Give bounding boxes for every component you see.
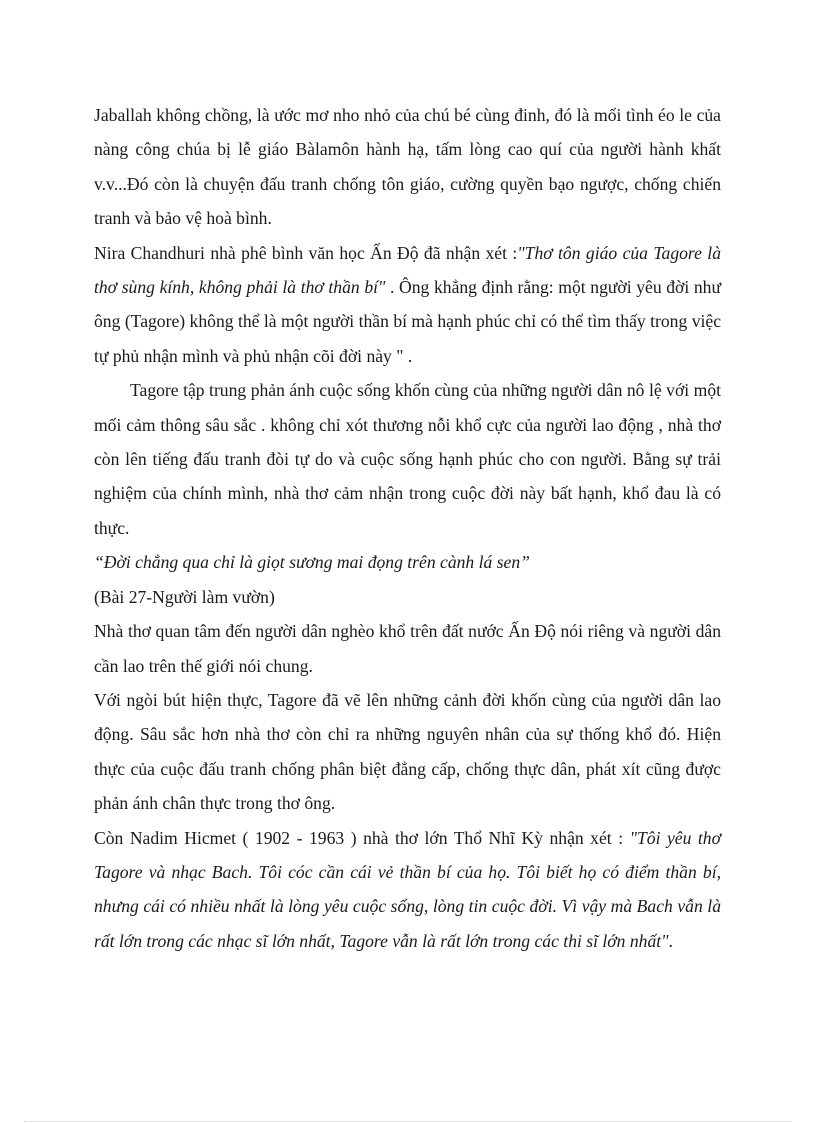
text-run: (Bài 27-Người làm vườn)	[94, 586, 275, 607]
text-run: Nhà thơ quan tâm đến người dân nghèo khổ trên đất nước Ấn Độ nói riêng và người dân cần lao trên thế giới nói chung.	[94, 621, 721, 676]
paragraph-tagore-focus	[94, 373, 721, 545]
quote-run: "Thơ tôn giáo của Tagore là thơ sùng kính, không phải là thơ thần bí"	[94, 242, 721, 298]
poem-quote	[94, 545, 721, 579]
paragraph-realism	[94, 683, 721, 821]
text-run: .	[668, 930, 673, 951]
paragraph-hicmet	[94, 821, 721, 959]
text-run: Còn Nadim Hicmet ( 1902 - 1963 ) nhà thơ lớn Thổ Nhĩ Kỳ nhận xét :	[94, 827, 630, 848]
page-bottom-divider	[24, 1121, 792, 1122]
quote-run: “Đời chẳng qua chỉ là giọt sương mai đọng trên cành lá sen”	[94, 552, 530, 573]
text-run: Nira Chandhuri nhà phê bình văn học Ấn Độ đã nhận xét :	[94, 242, 518, 263]
paragraph-nira-chandhuri	[94, 236, 721, 374]
document-page	[94, 98, 721, 958]
text-run: . Ông khẳng định rằng: một người yêu đời như ông (Tagore) không thể là một người thần bí mà hạnh phúc chỉ có thể tìm thấy trong việc tự phủ nhận mình và phủ nhận cõi đời này " .	[94, 277, 721, 366]
paragraph-jaballah	[94, 98, 721, 236]
text-run: Với ngòi bút hiện thực, Tagore đã vẽ lên những cảnh đời khốn cùng của người dân lao động. Sâu sắc hơn nhà thơ còn chỉ ra những nguyên nhân của sự thống khổ đó. Hiện thực của cuộc đấu tranh chống phân biệt đẳng cấp, chống thực dân, phát xít cũng được phản ánh chân thực trong thơ ông.	[94, 689, 721, 814]
quote-run: "Tôi yêu thơ Tagore và nhạc Bach. Tôi cóc cần cái vẻ thần bí của họ. Tôi biết họ có điểm thần bí, nhưng cái có nhiều nhất là lòng yêu cuộc sống, lòng tin cuộc đời. Vì vậy mà Bach vẫn là rất lớn trong các nhạc sĩ lớn nhất, Tagore vẫn là rất lớn trong các thi sĩ lớn nhất"	[94, 827, 721, 951]
text-run: Tagore tập trung phản ánh cuộc sống khốn cùng của những người dân nô lệ với một mối cảm thông sâu sắc . không chỉ xót thương nỗi khổ cực của người lao động , nhà thơ còn lên tiếng đấu tranh đòi tự do và cuộc sống hạnh phúc cho con người. Bằng sự trải nghiệm của chính mình, nhà thơ cảm nhận trong cuộc đời này bất hạnh, khổ đau là có thực.	[94, 380, 721, 538]
text-run: Jaballah không chồng, là ước mơ nho nhỏ của chú bé cùng đinh, đó là mối tình éo le của nàng công chúa bị lễ giáo Bàlamôn hành hạ, tấm lòng cao quí của người hành khất v.v...Đó còn là chuyện đấu tranh chống tôn giáo, cường quyền bạo ngược, chống chiến tranh và bảo vệ hoà bình.	[94, 105, 721, 229]
paragraph-concern	[94, 614, 721, 683]
poem-citation	[94, 580, 721, 614]
